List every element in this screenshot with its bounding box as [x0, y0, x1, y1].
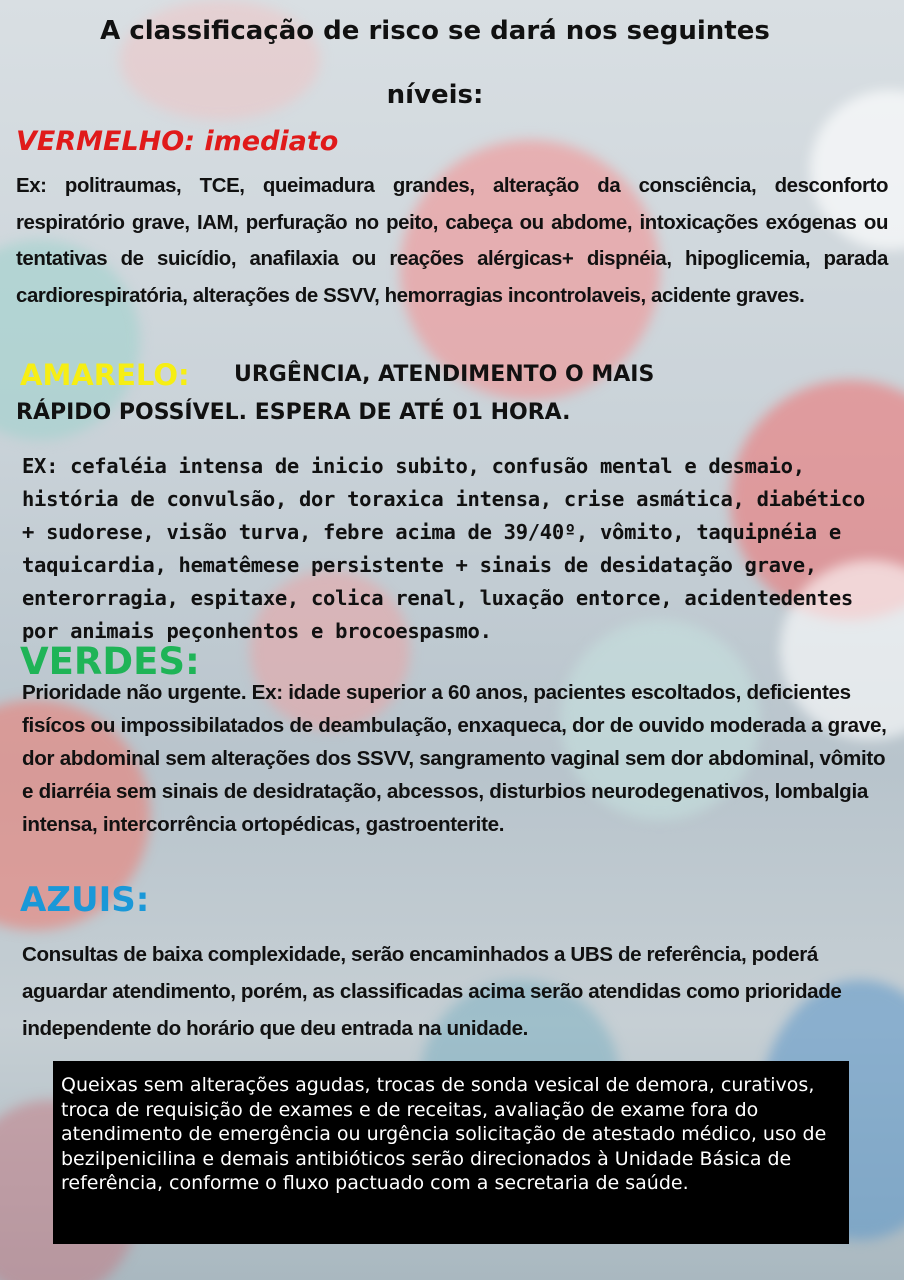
red-level-heading: VERMELHO: imediato	[16, 126, 339, 157]
non-urgent-note-text: Queixas sem alterações agudas, trocas de sonda vesical de demora, curativos, troca de requisição de exames e de receitas, avaliação de exame fora do atendimento de emergência ou urgência solicitação de atestado médico, uso de bezilpenicilina e demais antibióticos serão direcionados à Unidade Básica de referência, conforme o fluxo pactuado com a secretaria de saúde.	[61, 1074, 827, 1194]
yellow-level-heading: AMARELO:	[20, 358, 190, 392]
non-urgent-note-box	[53, 1061, 849, 1244]
yellow-level-description-line1: URGÊNCIA, ATENDIMENTO O MAIS	[234, 362, 655, 387]
red-level-examples: Ex: politraumas, TCE, queimadura grandes, alteração da consciência, desconforto respiratório grave, IAM, perfuração no peito, cabeça ou abdome, intoxicações exógenas ou tentativas de suicídio, anafilaxia ou reações alérgicas+ dispnéia, hipoglicemia, parada cardiorespiratória, alterações de SSVV, hemorragias incontrolaveis, acidente graves.	[16, 175, 888, 307]
yellow-level-examples: EX: cefaléia intensa de inicio subito, confusão mental e desmaio, história de convulsão, dor toraxica intensa, crise asmática, diabético + sudorese, visão turva, febre acima de 39/40º, vômito, taquipnéia e taquicardia, hematêmese persistente + sinais de desidatação grave, enterorragia, espitaxe, colica renal, luxação entorce, acidentedentes por animais peçonhentos e brocoespasmo.	[22, 454, 865, 643]
blue-level-heading: AZUIS:	[20, 880, 150, 920]
green-level-examples: Prioridade não urgente. Ex: idade superior a 60 anos, pacientes escoltados, deficientes fisícos ou impossibilatados de deambulação, enxaqueca, dor de ouvido moderada a grave, dor abdominal sem alterações dos SSVV, sangramento vaginal sem dor abdominal, vômito e diarréia sem sinais de desidratação, abcessos, disturbios neurodegenativos, lombalgia intensa, intercorrência ortopédicas, gastroenterite.	[22, 681, 887, 836]
page-title-line2: níveis:	[386, 80, 484, 110]
yellow-level-description-line2: RÁPIDO POSSÍVEL. ESPERA DE ATÉ 01 HORA.	[16, 400, 571, 425]
green-level-heading: VERDES:	[20, 640, 200, 683]
blue-level-examples: Consultas de baixa complexidade, serão encaminhados a UBS de referência, poderá aguardar atendimento, porém, as classificadas acima serão atendidas como prioridade independente do horário que deu entrada na unidade.	[22, 943, 842, 1040]
page-title-line1: A classificação de risco se dará nos seguintes	[100, 16, 770, 46]
